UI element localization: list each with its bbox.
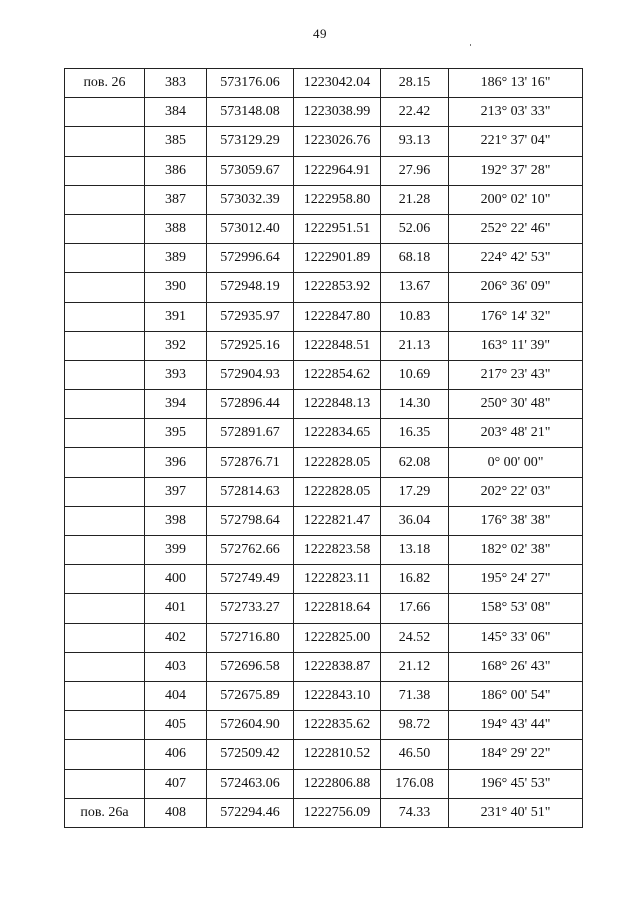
angle-cell: 182° 02' 38": [449, 536, 583, 565]
y-coordinate-cell: 1222825.00: [294, 623, 381, 652]
angle-cell: 252° 22' 46": [449, 214, 583, 243]
section-cell: [65, 681, 145, 710]
section-cell: пов. 26: [65, 69, 145, 98]
point-number-cell: 397: [145, 477, 207, 506]
distance-cell: 24.52: [381, 623, 449, 652]
section-cell: [65, 360, 145, 389]
section-cell: [65, 331, 145, 360]
table-row: [65, 536, 583, 565]
point-number-cell: 398: [145, 506, 207, 535]
distance-cell: 13.18: [381, 536, 449, 565]
point-number-cell: 406: [145, 740, 207, 769]
y-coordinate-cell: 1222854.62: [294, 360, 381, 389]
point-number-cell: 396: [145, 448, 207, 477]
angle-cell: 206° 36' 09": [449, 273, 583, 302]
table-row: [65, 769, 583, 798]
section-cell: [65, 769, 145, 798]
y-coordinate-cell: 1222964.91: [294, 156, 381, 185]
y-coordinate-cell: 1223038.99: [294, 98, 381, 127]
x-coordinate-cell: 572733.27: [207, 594, 294, 623]
section-cell: [65, 244, 145, 273]
point-number-cell: 393: [145, 360, 207, 389]
point-number-cell: 387: [145, 185, 207, 214]
page-number: 49: [313, 26, 327, 41]
y-coordinate-cell: 1222823.58: [294, 536, 381, 565]
x-coordinate-cell: 573059.67: [207, 156, 294, 185]
y-coordinate-cell: 1223026.76: [294, 127, 381, 156]
y-coordinate-cell: 1223042.04: [294, 69, 381, 98]
point-number-cell: 408: [145, 798, 207, 827]
distance-cell: 21.13: [381, 331, 449, 360]
table-row: [65, 302, 583, 331]
section-cell: [65, 390, 145, 419]
y-coordinate-cell: 1222853.92: [294, 273, 381, 302]
point-number-cell: 390: [145, 273, 207, 302]
point-number-cell: 401: [145, 594, 207, 623]
point-number-cell: 403: [145, 652, 207, 681]
y-coordinate-cell: 1222901.89: [294, 244, 381, 273]
section-cell: [65, 302, 145, 331]
coordinates-table-body: [65, 69, 583, 828]
distance-cell: 36.04: [381, 506, 449, 535]
distance-cell: 21.12: [381, 652, 449, 681]
distance-cell: 10.69: [381, 360, 449, 389]
angle-cell: 213° 03' 33": [449, 98, 583, 127]
table-row: [65, 711, 583, 740]
table-row: [65, 419, 583, 448]
table-row: [65, 156, 583, 185]
table-row: [65, 623, 583, 652]
distance-cell: 21.28: [381, 185, 449, 214]
angle-cell: 224° 42' 53": [449, 244, 583, 273]
distance-cell: 176.08: [381, 769, 449, 798]
table-row: [65, 127, 583, 156]
section-cell: [65, 594, 145, 623]
point-number-cell: 391: [145, 302, 207, 331]
angle-cell: 145° 33' 06": [449, 623, 583, 652]
x-coordinate-cell: 572996.64: [207, 244, 294, 273]
section-cell: [65, 506, 145, 535]
angle-cell: 176° 14' 32": [449, 302, 583, 331]
point-number-cell: 404: [145, 681, 207, 710]
x-coordinate-cell: 572935.97: [207, 302, 294, 331]
angle-cell: 202° 22' 03": [449, 477, 583, 506]
x-coordinate-cell: 573012.40: [207, 214, 294, 243]
table-row: [65, 69, 583, 98]
section-cell: [65, 185, 145, 214]
section-cell: [65, 711, 145, 740]
table-row: [65, 390, 583, 419]
section-cell: [65, 623, 145, 652]
table-row: [65, 448, 583, 477]
angle-cell: 194° 43' 44": [449, 711, 583, 740]
point-number-cell: 395: [145, 419, 207, 448]
table-row: [65, 244, 583, 273]
distance-cell: 46.50: [381, 740, 449, 769]
angle-cell: 221° 37' 04": [449, 127, 583, 156]
y-coordinate-cell: 1222958.80: [294, 185, 381, 214]
angle-cell: 184° 29' 22": [449, 740, 583, 769]
section-cell: [65, 740, 145, 769]
angle-cell: 195° 24' 27": [449, 565, 583, 594]
table-row: [65, 681, 583, 710]
y-coordinate-cell: 1222848.13: [294, 390, 381, 419]
y-coordinate-cell: 1222828.05: [294, 448, 381, 477]
table-row: [65, 565, 583, 594]
x-coordinate-cell: 573176.06: [207, 69, 294, 98]
angle-cell: 0° 00' 00": [449, 448, 583, 477]
angle-cell: 176° 38' 38": [449, 506, 583, 535]
distance-cell: 71.38: [381, 681, 449, 710]
y-coordinate-cell: 1222823.11: [294, 565, 381, 594]
x-coordinate-cell: 572696.58: [207, 652, 294, 681]
angle-cell: 250° 30' 48": [449, 390, 583, 419]
x-coordinate-cell: 573032.39: [207, 185, 294, 214]
point-number-cell: 405: [145, 711, 207, 740]
table-row: [65, 331, 583, 360]
angle-cell: 158° 53' 08": [449, 594, 583, 623]
x-coordinate-cell: 573129.29: [207, 127, 294, 156]
point-number-cell: 389: [145, 244, 207, 273]
distance-cell: 52.06: [381, 214, 449, 243]
x-coordinate-cell: 572604.90: [207, 711, 294, 740]
x-coordinate-cell: 572814.63: [207, 477, 294, 506]
coordinates-table: [64, 68, 583, 828]
distance-cell: 68.18: [381, 244, 449, 273]
section-cell: [65, 127, 145, 156]
angle-cell: 186° 00' 54": [449, 681, 583, 710]
x-coordinate-cell: 573148.08: [207, 98, 294, 127]
distance-cell: 17.66: [381, 594, 449, 623]
section-cell: [65, 477, 145, 506]
section-cell: [65, 565, 145, 594]
distance-cell: 16.35: [381, 419, 449, 448]
x-coordinate-cell: 572463.06: [207, 769, 294, 798]
point-number-cell: 407: [145, 769, 207, 798]
y-coordinate-cell: 1222810.52: [294, 740, 381, 769]
y-coordinate-cell: 1222828.05: [294, 477, 381, 506]
y-coordinate-cell: 1222843.10: [294, 681, 381, 710]
distance-cell: 74.33: [381, 798, 449, 827]
angle-cell: 200° 02' 10": [449, 185, 583, 214]
angle-cell: 163° 11' 39": [449, 331, 583, 360]
y-coordinate-cell: 1222821.47: [294, 506, 381, 535]
x-coordinate-cell: 572294.46: [207, 798, 294, 827]
y-coordinate-cell: 1222951.51: [294, 214, 381, 243]
x-coordinate-cell: 572896.44: [207, 390, 294, 419]
x-coordinate-cell: 572925.16: [207, 331, 294, 360]
section-cell: [65, 419, 145, 448]
x-coordinate-cell: 572891.67: [207, 419, 294, 448]
angle-cell: 186° 13' 16": [449, 69, 583, 98]
distance-cell: 98.72: [381, 711, 449, 740]
section-cell: пов. 26а: [65, 798, 145, 827]
angle-cell: 203° 48' 21": [449, 419, 583, 448]
angle-cell: 217° 23' 43": [449, 360, 583, 389]
x-coordinate-cell: 572749.49: [207, 565, 294, 594]
section-cell: [65, 214, 145, 243]
point-number-cell: 400: [145, 565, 207, 594]
table-row: [65, 360, 583, 389]
distance-cell: 62.08: [381, 448, 449, 477]
y-coordinate-cell: 1222848.51: [294, 331, 381, 360]
x-coordinate-cell: 572509.42: [207, 740, 294, 769]
scan-speck: [470, 44, 471, 46]
table-row: [65, 477, 583, 506]
table-row: [65, 652, 583, 681]
y-coordinate-cell: 1222835.62: [294, 711, 381, 740]
table-row: [65, 273, 583, 302]
angle-cell: 231° 40' 51": [449, 798, 583, 827]
y-coordinate-cell: 1222756.09: [294, 798, 381, 827]
x-coordinate-cell: 572948.19: [207, 273, 294, 302]
distance-cell: 17.29: [381, 477, 449, 506]
distance-cell: 16.82: [381, 565, 449, 594]
point-number-cell: 388: [145, 214, 207, 243]
y-coordinate-cell: 1222834.65: [294, 419, 381, 448]
angle-cell: 168° 26' 43": [449, 652, 583, 681]
table-row: [65, 214, 583, 243]
y-coordinate-cell: 1222838.87: [294, 652, 381, 681]
distance-cell: 10.83: [381, 302, 449, 331]
x-coordinate-cell: 572798.64: [207, 506, 294, 535]
x-coordinate-cell: 572762.66: [207, 536, 294, 565]
point-number-cell: 385: [145, 127, 207, 156]
y-coordinate-cell: 1222806.88: [294, 769, 381, 798]
angle-cell: 192° 37' 28": [449, 156, 583, 185]
distance-cell: 22.42: [381, 98, 449, 127]
x-coordinate-cell: 572904.93: [207, 360, 294, 389]
table-row: [65, 740, 583, 769]
table-row: [65, 98, 583, 127]
point-number-cell: 386: [145, 156, 207, 185]
point-number-cell: 383: [145, 69, 207, 98]
table-row: [65, 506, 583, 535]
distance-cell: 14.30: [381, 390, 449, 419]
section-cell: [65, 536, 145, 565]
distance-cell: 28.15: [381, 69, 449, 98]
table-row: [65, 185, 583, 214]
distance-cell: 13.67: [381, 273, 449, 302]
x-coordinate-cell: 572876.71: [207, 448, 294, 477]
point-number-cell: 392: [145, 331, 207, 360]
y-coordinate-cell: 1222847.80: [294, 302, 381, 331]
distance-cell: 27.96: [381, 156, 449, 185]
section-cell: [65, 156, 145, 185]
x-coordinate-cell: 572675.89: [207, 681, 294, 710]
table-row: [65, 594, 583, 623]
table-row: [65, 798, 583, 827]
section-cell: [65, 652, 145, 681]
section-cell: [65, 98, 145, 127]
point-number-cell: 399: [145, 536, 207, 565]
section-cell: [65, 273, 145, 302]
angle-cell: 196° 45' 53": [449, 769, 583, 798]
point-number-cell: 394: [145, 390, 207, 419]
point-number-cell: 402: [145, 623, 207, 652]
section-cell: [65, 448, 145, 477]
x-coordinate-cell: 572716.80: [207, 623, 294, 652]
distance-cell: 93.13: [381, 127, 449, 156]
point-number-cell: 384: [145, 98, 207, 127]
y-coordinate-cell: 1222818.64: [294, 594, 381, 623]
